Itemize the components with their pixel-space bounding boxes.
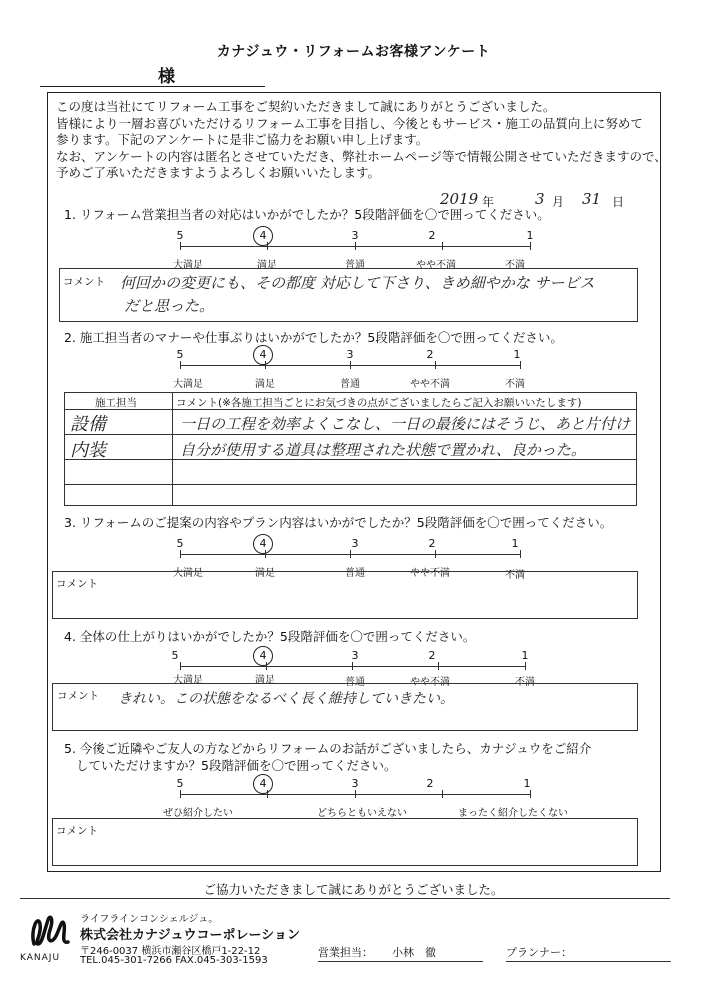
scale-number-1: 1 xyxy=(526,229,534,242)
scale-label: 満足 xyxy=(255,568,275,579)
scale-number-3: 3 xyxy=(346,348,354,361)
scale-number-4: 4 xyxy=(259,229,267,242)
scale-number-5: 5 xyxy=(176,777,184,790)
scale-number-3: 3 xyxy=(351,649,359,662)
sales-staff-name: 小林 徹 xyxy=(392,946,436,959)
scale-label: 満足 xyxy=(255,675,275,686)
company-logo xyxy=(28,910,74,954)
date-day: 31 xyxy=(582,190,602,208)
scale-label: 大満足 xyxy=(173,568,203,579)
company-name: 株式会社カナジュウコーポレーション xyxy=(80,928,300,943)
scale-tick xyxy=(530,242,531,250)
table-row-name: 設備 xyxy=(70,414,106,435)
scale-number-3: 3 xyxy=(351,777,359,790)
company-tagline: ライフラインコンシェルジュ。 xyxy=(80,914,219,925)
scale-label: 満足 xyxy=(255,379,275,390)
scale-label: やや不満 xyxy=(410,379,450,390)
table-header-comment: コメント(※各施工担当ごとにお気づきの点がございましたらご記入お願いいたします) xyxy=(176,397,582,409)
scale-label: 普通 xyxy=(345,677,365,688)
scale-tick xyxy=(520,361,521,369)
scale-tick xyxy=(180,662,181,670)
scale-label: やや不満 xyxy=(410,568,450,579)
scale-number-4: 4 xyxy=(259,348,267,361)
scale-number-5: 5 xyxy=(176,229,184,242)
scale-label: 不満 xyxy=(505,570,525,581)
scale-number-1: 1 xyxy=(523,777,531,790)
comment-label: コメント xyxy=(56,825,98,837)
scale-label: どちらともいえない xyxy=(317,808,407,819)
scale-number-5: 5 xyxy=(176,348,184,361)
scale-label: 普通 xyxy=(340,379,360,390)
scale-label: 大満足 xyxy=(173,675,203,686)
scale-label: 大満足 xyxy=(173,260,203,271)
intro-line: この度は当社にてリフォーム工事をご契約いただきまして誠にありがとうございました。 xyxy=(56,99,556,114)
scale-tick xyxy=(180,242,181,250)
question-4-text: 4. 全体の仕上がりはいかがでしたか？5段階評価を〇で囲ってください。 xyxy=(64,629,476,644)
scale-number-2: 2 xyxy=(428,229,436,242)
scale-number-2: 2 xyxy=(426,777,434,790)
scale-label: 普通 xyxy=(345,260,365,271)
question-3-text: 3. リフォームのご提案の内容やプラン内容はいかがでしたか？5段階評価を〇で囲ってください。 xyxy=(64,515,613,530)
intro-line: なお、アンケートの内容は匿名とさせていただき、弊社ホームページ等で情報公開させていただきますので、 xyxy=(56,148,667,164)
scale-tick xyxy=(180,550,181,558)
scale-label: やや不満 xyxy=(416,260,456,271)
scale-tick xyxy=(180,790,181,798)
scale-number-1: 1 xyxy=(513,348,521,361)
brand-text: KANAJU xyxy=(20,953,61,963)
scale-tick xyxy=(435,361,436,369)
comment-4-line-1: きれい。この状態をなるべく長く維持していきたい。 xyxy=(118,691,454,707)
date-month-unit: 月 xyxy=(552,195,565,209)
question-5-text-line-2: していただけますか？5段階評価を〇で囲ってください。 xyxy=(76,758,397,773)
table-row-line xyxy=(64,484,637,485)
scale-label: 不満 xyxy=(515,677,535,688)
date-day-unit: 日 xyxy=(612,195,625,209)
customer-name-line xyxy=(40,86,265,87)
planner-underline xyxy=(506,961,671,962)
scale-label: 満足 xyxy=(257,260,277,271)
scale-number-2: 2 xyxy=(428,537,436,550)
intro-line: 皆様により一層お喜びいただけるリフォーム工事を目指し、今後ともサービス・施工の品質向上に努めて xyxy=(56,115,643,131)
sales-staff-underline xyxy=(318,961,483,962)
kanaju-logo-icon xyxy=(28,910,74,950)
scale-tick xyxy=(525,662,526,670)
planner-label: プランナー： xyxy=(506,946,572,959)
question-1-text: 1. リフォーム営業担当者の対応はいかがでしたか？5段階評価を〇で囲ってください。 xyxy=(64,207,550,222)
scale-tick xyxy=(180,361,181,369)
scale-tick xyxy=(442,790,443,798)
table-row-comment: 自分が使用する道具は整理された状態で置かれ、良かった。 xyxy=(180,441,586,459)
table-row-comment: 一日の工程を効率よくこなし、一日の最後にはそうじ、あと片付け xyxy=(180,415,631,433)
scale-number-3: 3 xyxy=(351,537,359,550)
scale-tick xyxy=(435,550,436,558)
scale-label: まったく紹介したくない xyxy=(458,808,568,819)
comment-label: コメント xyxy=(56,578,98,590)
footer-divider xyxy=(20,898,670,899)
scale-number-4: 4 xyxy=(259,537,267,550)
comment-1-line-2: だと思った。 xyxy=(124,297,215,315)
scale-tick xyxy=(438,662,439,670)
scale-tick xyxy=(530,790,531,798)
scale-tick xyxy=(355,242,356,250)
scale-number-5: 5 xyxy=(176,537,184,550)
table-row-line xyxy=(64,434,637,435)
scale-tick xyxy=(355,790,356,798)
intro-text xyxy=(56,99,667,182)
scale-tick xyxy=(442,242,443,250)
date-month: 3 xyxy=(535,190,545,208)
scale-tick xyxy=(352,662,353,670)
sales-staff-label: 営業担当： xyxy=(318,946,373,959)
scale-number-2: 2 xyxy=(428,649,436,662)
scale-number-1: 1 xyxy=(511,537,519,550)
scale-number-4: 4 xyxy=(259,649,267,662)
date-year: 2019 xyxy=(440,190,479,208)
customer-honorific: 様 xyxy=(158,67,175,87)
scale-label: 普通 xyxy=(345,568,365,579)
survey-title: カナジュウ・リフォームお客様アンケート xyxy=(216,44,491,60)
intro-line: 参ります。下記のアンケートに是非ご協力をお願い申し上げます。 xyxy=(56,132,429,147)
scale-number-3: 3 xyxy=(351,229,359,242)
question-2-text: 2. 施工担当者のマナーや仕事ぶりはいかがでしたか？5段階評価を〇で囲ってください。 xyxy=(64,330,563,345)
scale-label: 不満 xyxy=(505,379,525,390)
scale-tick xyxy=(520,550,521,558)
company-phone: TEL.045-301-7266 FAX.045-303-1593 xyxy=(80,955,268,966)
comment-box-3 xyxy=(52,571,638,619)
scale-label: 大満足 xyxy=(173,379,203,390)
scale-number-4: 4 xyxy=(259,777,267,790)
table-row-name: 内装 xyxy=(70,440,106,461)
scale-tick xyxy=(350,361,351,369)
thanks-message: ご協力いただきまして誠にありがとうございました。 xyxy=(203,882,504,897)
comment-1-line-1: 何回かの変更にも、その都度 対応して下さり、きめ細やかな サービス xyxy=(120,274,595,292)
comment-label: コメント xyxy=(57,690,99,702)
scale-label: ぜひ紹介したい xyxy=(163,808,233,819)
intro-line: 予めご了承いただきますようよろしくお願いいたします。 xyxy=(56,165,381,180)
table-header-staff: 施工担当 xyxy=(95,397,137,409)
scale-label: 不満 xyxy=(505,260,525,271)
comment-box-5 xyxy=(52,818,638,866)
question-5-text-line-1: 5. 今後ご近隣やご友人の方などからリフォームのお話がございましたら、カナジュウをご紹介 xyxy=(64,741,592,756)
company-address: 〒246-0037 横浜市瀬谷区橋戸1-22-12 xyxy=(80,946,261,957)
scale-number-5: 5 xyxy=(171,649,179,662)
scale-label: やや不満 xyxy=(410,677,450,688)
scale-number-1: 1 xyxy=(521,649,529,662)
scale-number-2: 2 xyxy=(426,348,434,361)
scale-tick xyxy=(350,550,351,558)
comment-label: コメント xyxy=(63,276,105,288)
date-year-unit: 年 xyxy=(482,195,495,209)
